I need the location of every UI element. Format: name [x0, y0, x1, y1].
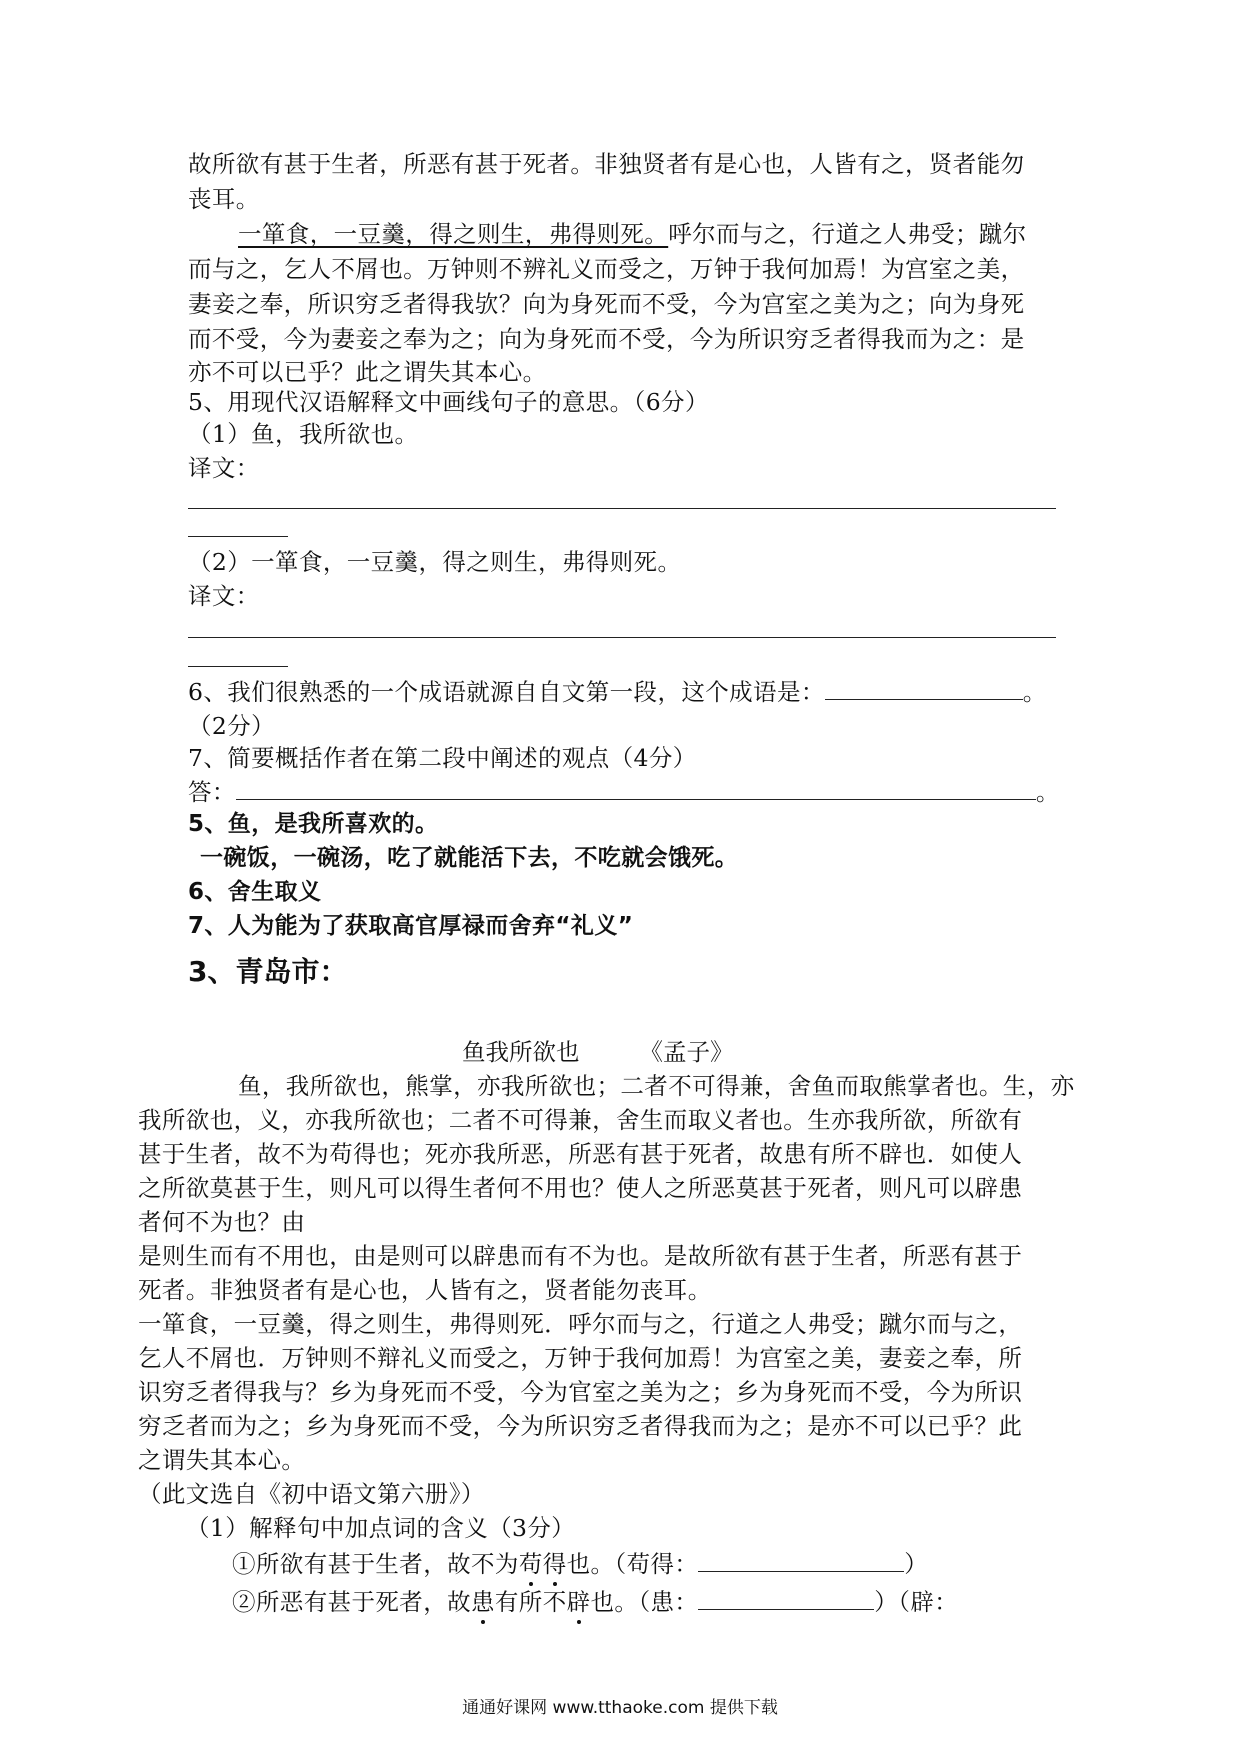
section-heading: 3、青岛市： [188, 955, 348, 988]
dotted-word: 得 [542, 1550, 567, 1578]
title-name: 鱼我所欲也 [462, 1038, 580, 1066]
dotted-word: 苟 [518, 1550, 543, 1578]
text-line: 我所欲也，义，亦我所欲也；二者不可得兼，舍生而取义者也。生亦我所欲，所欲有 [138, 1106, 1023, 1134]
translation-label: 译文： [188, 454, 260, 482]
text-line: 一箪食，一豆羹，得之则生，弗得则死．呼尔而与之，行道之人弗受；蹴尔而与之， [138, 1310, 1023, 1338]
answer-end: 。 [1035, 778, 1060, 806]
passage-line: 而不受，今为妻妾之奉为之；向为身死而不受，今为所识穷乏者得我而为之：是 [188, 325, 1025, 353]
passage-line-rest: 呼尔而与之，行道之人弗受；蹴尔 [668, 220, 1027, 248]
passage-line [238, 218, 1027, 250]
text-line: 甚于生者，故不为苟得也；死亦我所恶，所恶有甚于死者，故患有所不辟也．如使人 [138, 1140, 1023, 1168]
dotted-word: 辟 [566, 1588, 591, 1616]
answer-label: 答： [188, 778, 236, 806]
q1a-text: ①所欲有甚于生者，故不为 [232, 1550, 519, 1578]
answer-line[interactable] [188, 508, 1056, 509]
passage-line: 故所欲有甚于生者，所恶有甚于死者。非独贤者有是心也，人皆有之，贤者能勿 [188, 150, 1025, 178]
q1a-blank[interactable] [698, 1549, 904, 1572]
answer-7: 7、人为能为了获取高官厚禄而舍弃“礼义” [188, 913, 634, 939]
translation-label: 译文： [188, 582, 260, 610]
question-1-b [232, 1586, 958, 1618]
q1b-text-mid: 有所不 [494, 1588, 567, 1616]
answer-5-1: 5、鱼，是我所喜欢的。 [188, 811, 439, 837]
text-line: 是则生而有不用也，由是则可以辟患而有不为也。是故所欲有甚于生者，所恶有甚于 [138, 1242, 1023, 1270]
question-6 [188, 676, 1047, 708]
passage-line: 而与之，乞人不屑也。万钟则不辨礼义而受之，万钟于我何加焉！为宫室之美， [188, 255, 1025, 283]
question-1-a [232, 1548, 928, 1580]
passage-line: 亦不可以已乎？此之谓失其本心。 [188, 358, 547, 386]
title-author: 《孟子》 [639, 1038, 734, 1066]
answer-line[interactable] [188, 536, 288, 537]
text-title [462, 1036, 734, 1068]
question-1: （1）解释句中加点词的含义（3分） [186, 1514, 576, 1542]
question-6-score: （2分） [188, 712, 276, 740]
text-line: 鱼，我所欲也，熊掌，亦我所欲也；二者不可得兼，舍鱼而取熊掌者也。生，亦 [238, 1072, 1075, 1100]
dotted-word: 患 [471, 1588, 495, 1616]
question-7: 7、简要概括作者在第二段中阐述的观点（4分） [188, 744, 697, 772]
passage-line: 丧耳。 [188, 185, 260, 213]
q1b-text-post: 也。（患： [590, 1588, 699, 1616]
q1b-text: ②所恶有甚于死者，故 [232, 1588, 471, 1616]
underlined-sentence: 一箪食，一豆羹，得之则生，弗得则死。 [238, 220, 669, 248]
answer-line[interactable] [188, 666, 288, 667]
question-5-2: （2）一箪食，一豆羹，得之则生，弗得则死。 [188, 548, 682, 576]
q1a-text-post: 也。（苟得： [566, 1550, 699, 1578]
text-line: 识穷乏者得我与？乡为身死而不受，今为官室之美为之；乡为身死而不受，今为所识 [138, 1378, 1023, 1406]
answer-row [188, 776, 1060, 808]
q1b-blank[interactable] [698, 1587, 874, 1610]
text-line: 穷乏者而为之；乡为身死而不受，今为所识穷乏者得我而为之；是亦不可以已乎？此 [138, 1412, 1023, 1440]
passage-line: 妻妾之奉，所识穷乏者得我欤？向为身死而不受，今为宫室之美为之；向为身死 [188, 290, 1025, 318]
answer-blank[interactable] [236, 777, 1036, 800]
text-line: 乞人不屑也．万钟则不辩礼义而受之，万钟于我何加焉！为宫室之美，妻妾之奉，所 [138, 1344, 1023, 1372]
answer-6: 6、舍生取义 [188, 879, 322, 905]
answer-5-2: 一碗饭，一碗汤，吃了就能活下去，不吃就会饿死。 [200, 845, 739, 871]
question-5: 5、用现代汉语解释文中画线句子的意思。（6分） [188, 388, 709, 416]
question-6-end: 。 [1022, 678, 1047, 706]
question-6-text: 6、我们很熟悉的一个成语就源自自文第一段，这个成语是： [188, 678, 825, 706]
source-note: （此文选自《初中语文第六册》） [138, 1480, 485, 1508]
text-line: 者何不为也？由 [138, 1208, 306, 1236]
idiom-blank[interactable] [825, 677, 1023, 700]
text-line: 之谓失其本心。 [138, 1446, 306, 1474]
q1a-end: ） [904, 1550, 929, 1578]
text-line: 之所欲莫甚于生，则凡可以得生者何不用也？使人之所恶莫甚于死者，则凡可以辟患 [138, 1174, 1023, 1202]
footer-download-note: 通通好课网 www.tthaoke.com 提供下载 [462, 1698, 778, 1718]
question-5-1: （1）鱼，我所欲也。 [188, 420, 419, 448]
q1b-end: ）（辟： [874, 1588, 959, 1616]
answer-line[interactable] [188, 637, 1056, 638]
text-line: 死者。非独贤者有是心也，人皆有之，贤者能勿丧耳。 [138, 1276, 712, 1304]
